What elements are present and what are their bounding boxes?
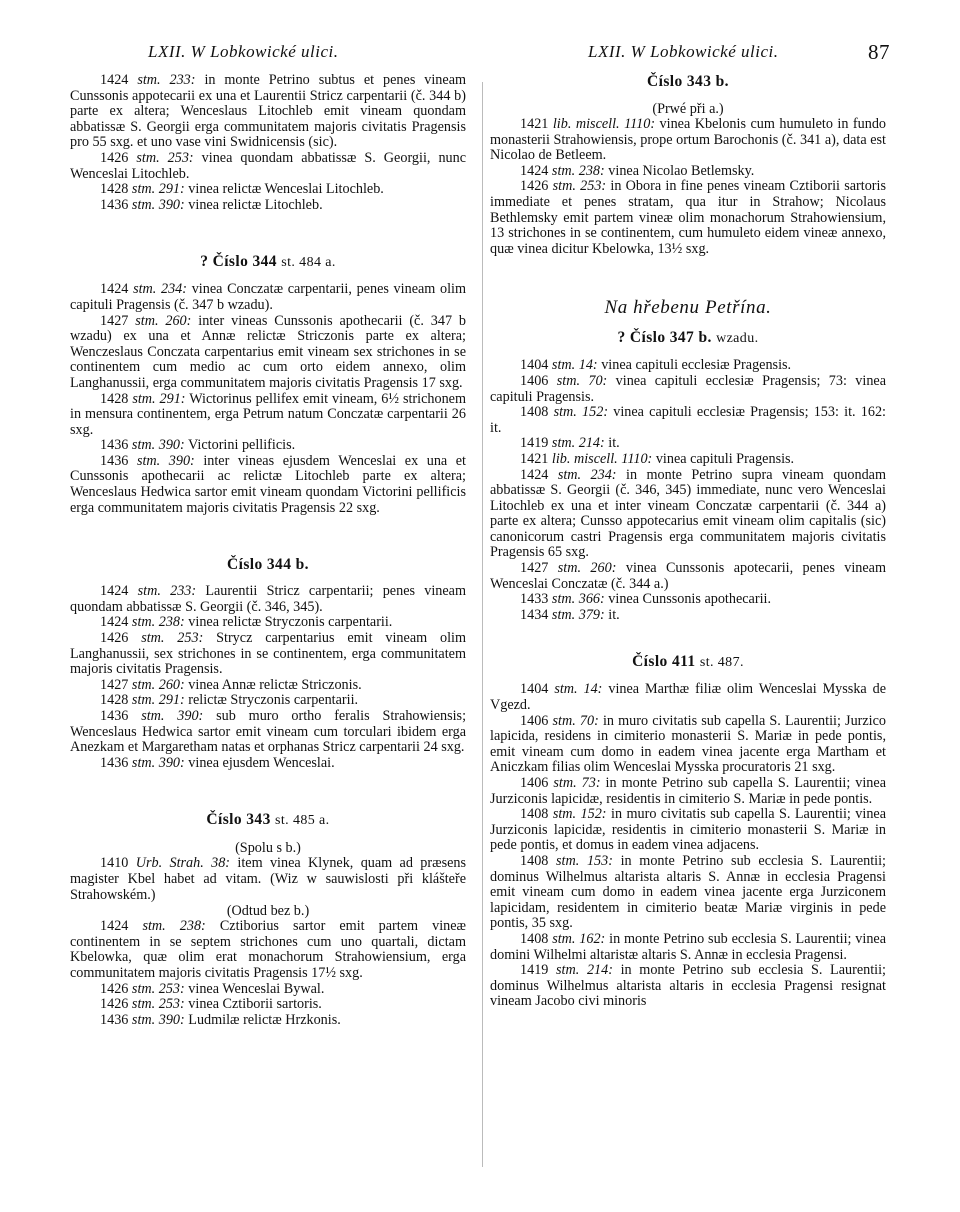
section-347b <box>490 358 886 623</box>
entry: 1424 stm. 233: in monte Petrino subtus et penes vineam Cunssonis appotecarii ex una et Laurentii Stricz carpentarii (č. 344 b) parte ex altera; Wenceslaus Litochleb emit vineam quondam abbatissæ S. Georgii erga communitatem majoris civitatis Pragensis pro 55 sxg. et uno vase vini Swidnicensis (sic). <box>70 72 467 151</box>
entries-top <box>70 73 466 213</box>
note: (Odtud bez b.) <box>226 903 310 920</box>
entry: 1433 stm. 366: vinea Cunssonis apothecarii. <box>520 591 772 608</box>
entry: 1404 stm. 14: vinea capituli ecclesiæ Pragensis. <box>520 357 792 374</box>
running-head-left: LXII. W Lobkowické ulici. <box>148 42 339 61</box>
section-344a <box>70 282 466 516</box>
entry: 1426 stm. 253: Strycz carpentarius emit vineam olim Langhanussii, sex strichones in se continentem, erga communitatem majoris civitatis Pragensis. <box>70 630 466 678</box>
entry: 1408 stm. 152: in muro civitatis sub capella S. Laurentii; vinea Jurziconis lapicidæ, residentis in cimiterio monasterii S. Mariæ in pede pontis, et domus in eadem vinea adjacens. <box>490 806 887 854</box>
entry: 1426 stm. 253: vinea Cztiborii sartoris. <box>100 996 322 1013</box>
note: (Spolu s b.) <box>235 840 301 857</box>
entry: 1406 stm. 70: in muro civitatis sub capella S. Laurentii; Jurzico lapicida, residens in cimiterio monasterii S. Mariæ in pede pontis, emit vineam cum domo in eadem vinea jacente erga Martham et Aniczkam filias olim Wenceslai Mysska procuratoris 21 sxg. <box>490 712 887 776</box>
section-heading-411: Číslo 411 st. 487. <box>632 653 744 671</box>
entry: 1427 stm. 260: vinea Annæ relictæ Striczonis. <box>100 676 362 693</box>
section-411 <box>490 682 886 1009</box>
entry: 1428 stm. 291: relictæ Stryczonis carpentarii. <box>100 692 359 709</box>
entry: 1424 stm. 238: vinea Nicolao Betlemsky. <box>520 162 755 179</box>
section-343b <box>490 101 886 257</box>
entry: 1426 stm. 253: vinea quondam abbatissæ S. Georgii, nunc Wenceslai Litochleb. <box>70 149 467 182</box>
entry: 1404 stm. 14: vinea Marthæ filiæ olim Wenceslai Mysska de Vgezd. <box>490 681 887 714</box>
right-column <box>490 73 886 1010</box>
section-344b <box>70 584 466 771</box>
entry: 1408 stm. 153: in monte Petrino sub ecclesia S. Laurentii; dominus Wilhelmus altarista altaris S. Annæ in ecclesia Pragensi emit vineam cum domo in eadem vinea jacente erga Jurziconem lapicidam, residentem in cimiterio beatæ Mariæ virginis in pede pontis, 35 sxg. <box>490 852 886 932</box>
entry: 1436 stm. 390: Victorini pellificis. <box>100 437 296 454</box>
entry: 1427 stm. 260: vinea Cunssonis apotecarii, penes vineam Wenceslai Conczatæ (č. 344 a.) <box>490 560 887 592</box>
entry: 1424 stm. 234: vinea Conczatæ carpentarii, penes vineam olim capituli Pragensis (č. 347 b wzadu). <box>70 281 467 313</box>
entry: 1428 stm. 291: vinea relictæ Wenceslai Litochleb. <box>100 181 384 198</box>
entry: 1427 stm. 260: inter vineas Cunssonis apothecarii (č. 347 b wzadu) ex una et Annæ relictæ Striczonis parte ex altera; Wenczeslaus Conczata carpentarius emit vineam sex strichones in se continentem cum medio ac cum orto eidem annexo, olim Langhanussii, erga communitatem majoris civitatis Pragensis 17 sxg. <box>70 312 467 391</box>
entry: 1436 stm. 390: Ludmilæ relictæ Hrzkonis. <box>100 1011 341 1028</box>
entry: 1428 stm. 291: Wictorinus pellifex emit vineam, 6½ strichonem in mensura continentem, erga Petrum natum Conczatæ carpentarii 26 sxg. <box>70 390 466 438</box>
running-header <box>0 40 960 70</box>
entry: 1419 stm. 214: it. <box>520 435 620 452</box>
section-heading-347b: ? Číslo 347 b. wzadu. <box>617 329 759 347</box>
entry: 1424 stm. 233: Laurentii Stricz carpentarii; penes vineam quondam abbatissæ S. Georgii (č. 346, 345). <box>70 583 467 615</box>
entry: 1408 stm. 162: in monte Petrino sub ecclesia S. Laurentii; vinea domini Wilhelmi altaristæ altaris S. Annæ in ecclesia Pragensi. <box>490 930 887 963</box>
page-number: 87 <box>868 40 890 64</box>
section-heading-344b: Číslo 344 b. <box>227 556 309 574</box>
entry: 1419 stm. 214: in monte Petrino sub ecclesia S. Laurentii; dominus Wilhelmus altarista altaris in ecclesia Pragensi resignat vineam Jacobo civi minoris <box>490 962 886 1010</box>
entry: 1436 stm. 390: vinea relictæ Litochleb. <box>100 196 323 213</box>
column-divider <box>482 82 483 1167</box>
entry: 1408 stm. 152: vinea capituli ecclesiæ Pragensis; 153: it. 162: it. <box>490 404 886 436</box>
entry: 1421 lib. miscell. 1110: vinea Kbelonis cum humuleto in fundo monasterii Strahowiensis, prope ortum Barochonis (č. 341 a), data est Nicolao de Betleem. <box>490 116 887 164</box>
entry: 1424 stm. 238: vinea relictæ Stryczonis carpentarii. <box>100 614 393 631</box>
entry: 1421 lib. miscell. 1110: vinea capituli Pragensis. <box>520 450 795 467</box>
section-heading-343b: Číslo 343 b. <box>647 73 729 90</box>
section-343a <box>70 840 466 1028</box>
entry: 1424 stm. 234: in monte Petrino supra vineam quondam abbatissæ S. Georgii (č. 346, 345) immediate, nunc vero Wenceslai Litochleb ex una et inter vineam Conczatæ carpentarii (č. 344 a) parte ex altera; Cunsso appotecarius emit vineam olim capitalis (sic) canonicorum castri Pragensis erga communitatem majoris civitatis Pragensis 65 sxg. <box>490 466 887 561</box>
running-head-right: LXII. W Lobkowické ulici. <box>588 42 779 61</box>
entry: 1426 stm. 253: in Obora in fine penes vineam Cztiborii sartoris immediate et penes stratam, qua itur in Strahow; Nicolaus Bethlemsky emit partem vineæ olim monachorum Strahowiensium, 13 strichones in se continentem, cum humuleto eidem vineæ annexo, quæ vinea dicitur Kbelowka, 13½ sxg. <box>490 178 886 257</box>
entry: 1436 stm. 390: inter vineas ejusdem Wenceslai ex una et Cunssonis apothecarii ac relictæ Litochleb parte ex altera; Wenceslaus Hedwica sartor emit vineam quondam Victorini pellificis erga communitatem majoris civitatis Pragensis 22 sxg. <box>70 452 467 516</box>
entry: 1436 stm. 390: vinea ejusdem Wenceslai. <box>100 754 335 771</box>
section-title: Na hřebenu Petřína. <box>604 297 772 319</box>
left-column <box>70 73 466 1028</box>
entry: 1436 stm. 390: sub muro ortho feralis Strahowiensis; Wenceslaus Hedwica sartor emit vineam cum torculari ibidem erga Anezkam et Margaretham natas et orphanas Stricz carpentarii 24 sxg. <box>70 708 467 756</box>
section-heading-343a: Číslo 343 st. 485 a. <box>206 811 330 829</box>
entry: 1406 stm. 73: in monte Petrino sub capella S. Laurentii; vinea Jurziconis lapicidæ, residentis in cimiterio S. Mariæ in pede pontis. <box>490 775 886 807</box>
entry: 1424 stm. 238: Cztiborius sartor emit partem vineæ continentem in se septem strichones cum uno quartali, dictam Kbelowka, quæ olim erat monachorum Strahowiensium, erga communitatem majoris civitatis Pragensis 17½ sxg. <box>70 918 466 981</box>
entry: 1406 stm. 70: vinea capituli ecclesiæ Pragensis; 73: vinea capituli Pragensis. <box>490 372 887 405</box>
section-heading-344a: ? Číslo 344 st. 484 a. <box>200 253 336 271</box>
note: (Prwé při a.) <box>652 101 724 117</box>
entry: 1410 Urb. Strah. 38: item vinea Klynek, quam ad præsens magister Kbel habet ad vitam. (Wiz w sauwislosti při klášteře Strahowském.) <box>70 855 467 903</box>
entry: 1434 stm. 379: it. <box>520 606 620 623</box>
entry: 1426 stm. 253: vinea Wenceslai Bywal. <box>100 980 325 997</box>
